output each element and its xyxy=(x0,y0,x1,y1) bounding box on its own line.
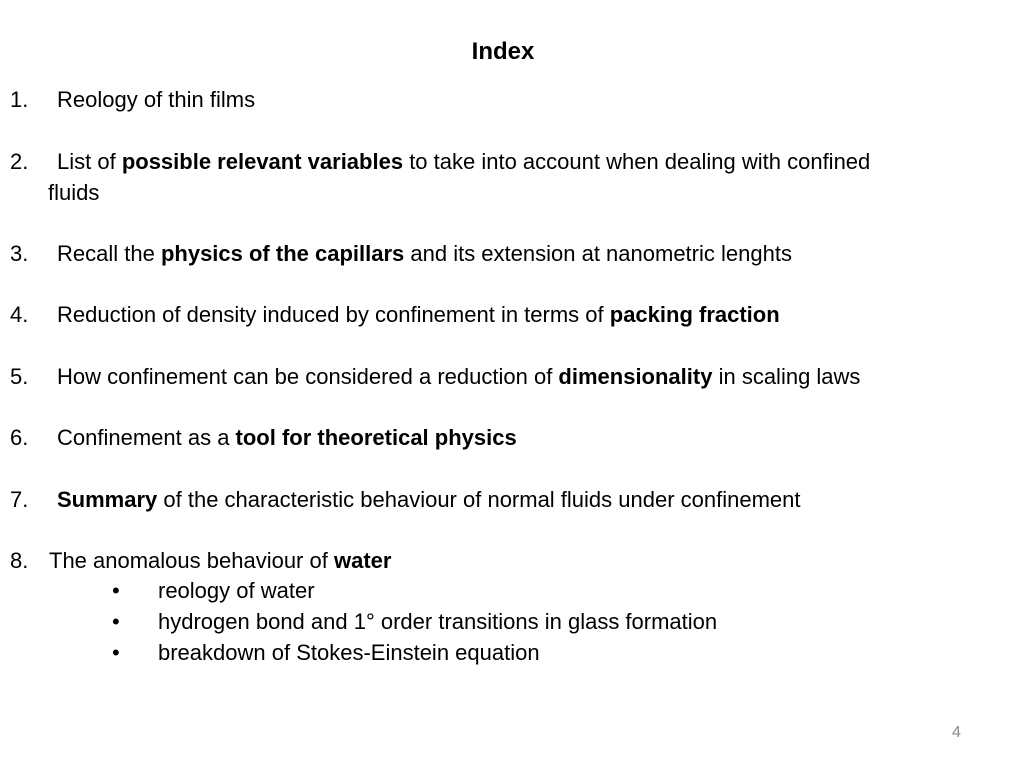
slide-title: Index xyxy=(471,38,535,65)
item-number: 5. xyxy=(10,364,29,389)
item-text: How confinement can be considered a reduction of dimensionality in scaling laws xyxy=(57,364,861,389)
item-text: List of possible relevant variables to take into account when dealing with confined xyxy=(57,149,871,174)
item-number: 8. xyxy=(10,548,29,573)
item-number: 2. xyxy=(10,149,29,174)
item-text-continuation: fluids xyxy=(48,180,100,205)
sub-bullet-text: reology of water xyxy=(158,578,315,603)
item-text: Confinement as a tool for theoretical physics xyxy=(57,425,517,450)
sub-bullet-text: hydrogen bond and 1° order transitions in glass formation xyxy=(158,609,718,634)
item-text: The anomalous behaviour of water xyxy=(49,548,392,573)
item-number: 7. xyxy=(10,487,29,512)
item-text: Recall the physics of the capillars and its extension at nanometric lenghts xyxy=(57,241,792,266)
bullet-icon: • xyxy=(112,578,120,603)
item-number: 3. xyxy=(10,241,29,266)
item-text: Summary of the characteristic behaviour of normal fluids under confinement xyxy=(57,487,801,512)
bullet-icon: • xyxy=(112,609,120,634)
bullet-icon: • xyxy=(112,640,120,665)
item-number: 1. xyxy=(10,87,29,112)
item-text: Reology of thin films xyxy=(57,87,256,112)
item-number: 4. xyxy=(10,302,29,327)
item-text: Reduction of density induced by confinement in terms of packing fraction xyxy=(57,302,780,327)
sub-bullet-text: breakdown of Stokes-Einstein equation xyxy=(158,640,540,665)
page-number: 4 xyxy=(952,724,961,741)
item-number: 6. xyxy=(10,425,29,450)
